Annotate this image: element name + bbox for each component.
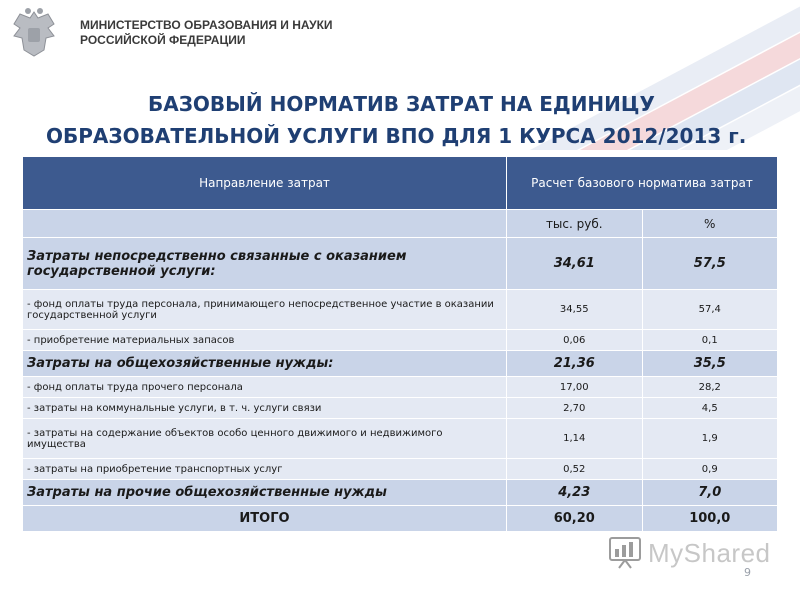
ministry-line-2: РОССИЙСКОЙ ФЕДЕРАЦИИ — [80, 33, 246, 47]
table-header-row — [23, 157, 778, 210]
row-pct: 7,0 — [642, 480, 778, 506]
row-label: Затраты на прочие общехозяйственные нужды — [23, 480, 507, 506]
row-pct: 0,9 — [642, 459, 778, 480]
row-pct: 0,1 — [642, 330, 778, 351]
unit-pct: % — [642, 210, 778, 238]
table-row — [23, 351, 778, 377]
table-row — [23, 480, 778, 506]
row-pct: 1,9 — [642, 419, 778, 459]
row-label: - приобретение материальных запасов — [23, 330, 507, 351]
ministry-line-1: МИНИСТЕРСТВО ОБРАЗОВАНИЯ И НАУКИ — [80, 18, 333, 32]
title-line-1: БАЗОВЫЙ НОРМАТИВ ЗАТРАТ НА ЕДИНИЦУ — [148, 92, 655, 116]
total-rub: 60,20 — [507, 506, 643, 532]
ministry-header — [8, 6, 333, 60]
row-pct: 57,5 — [642, 238, 778, 290]
coat-of-arms-icon — [8, 6, 60, 60]
row-label: - затраты на приобретение транспортных услуг — [23, 459, 507, 480]
table-row — [23, 290, 778, 330]
cost-table — [22, 156, 778, 532]
row-label: - затраты на содержание объектов особо ценного движимого и недвижимого имущества — [23, 419, 507, 459]
table-row — [23, 398, 778, 419]
row-rub: 1,14 — [507, 419, 643, 459]
page-number: 9 — [744, 566, 751, 579]
row-pct: 4,5 — [642, 398, 778, 419]
watermark-text: MyShared — [648, 537, 771, 568]
row-label: - фонд оплаты труда прочего персонала — [23, 377, 507, 398]
row-rub: 0,06 — [507, 330, 643, 351]
row-label: Затраты непосредственно связанные с оказанием государственной услуги: — [23, 238, 507, 290]
row-pct: 35,5 — [642, 351, 778, 377]
myshared-watermark — [608, 536, 771, 570]
myshared-logo-icon — [608, 536, 642, 570]
header-calculation: Расчет базового норматива затрат — [507, 157, 778, 210]
slide-title — [0, 88, 800, 152]
row-pct: 28,2 — [642, 377, 778, 398]
row-pct: 57,4 — [642, 290, 778, 330]
row-rub: 34,61 — [507, 238, 643, 290]
row-rub: 2,70 — [507, 398, 643, 419]
title-line-2: ОБРАЗОВАТЕЛЬНОЙ УСЛУГИ ВПО ДЛЯ 1 КУРСА 2012/2013 г. — [46, 124, 747, 148]
table-row — [23, 419, 778, 459]
table-row — [23, 330, 778, 351]
table-row — [23, 377, 778, 398]
row-label: Затраты на общехозяйственные нужды: — [23, 351, 507, 377]
row-rub: 17,00 — [507, 377, 643, 398]
row-label: - фонд оплаты труда персонала, принимающего непосредственное участие в оказании государственной услуги — [23, 290, 507, 330]
table-row — [23, 238, 778, 290]
row-rub: 4,23 — [507, 480, 643, 506]
total-label: ИТОГО — [23, 506, 507, 532]
units-empty-cell — [23, 210, 507, 238]
table-units-row — [23, 210, 778, 238]
row-label: - затраты на коммунальные услуги, в т. ч. услуги связи — [23, 398, 507, 419]
ministry-name — [80, 18, 333, 48]
row-rub: 34,55 — [507, 290, 643, 330]
table-row — [23, 459, 778, 480]
header-direction: Направление затрат — [23, 157, 507, 210]
row-rub: 0,52 — [507, 459, 643, 480]
table-total-row — [23, 506, 778, 532]
row-rub: 21,36 — [507, 351, 643, 377]
unit-rub: тыс. руб. — [507, 210, 643, 238]
total-pct: 100,0 — [642, 506, 778, 532]
